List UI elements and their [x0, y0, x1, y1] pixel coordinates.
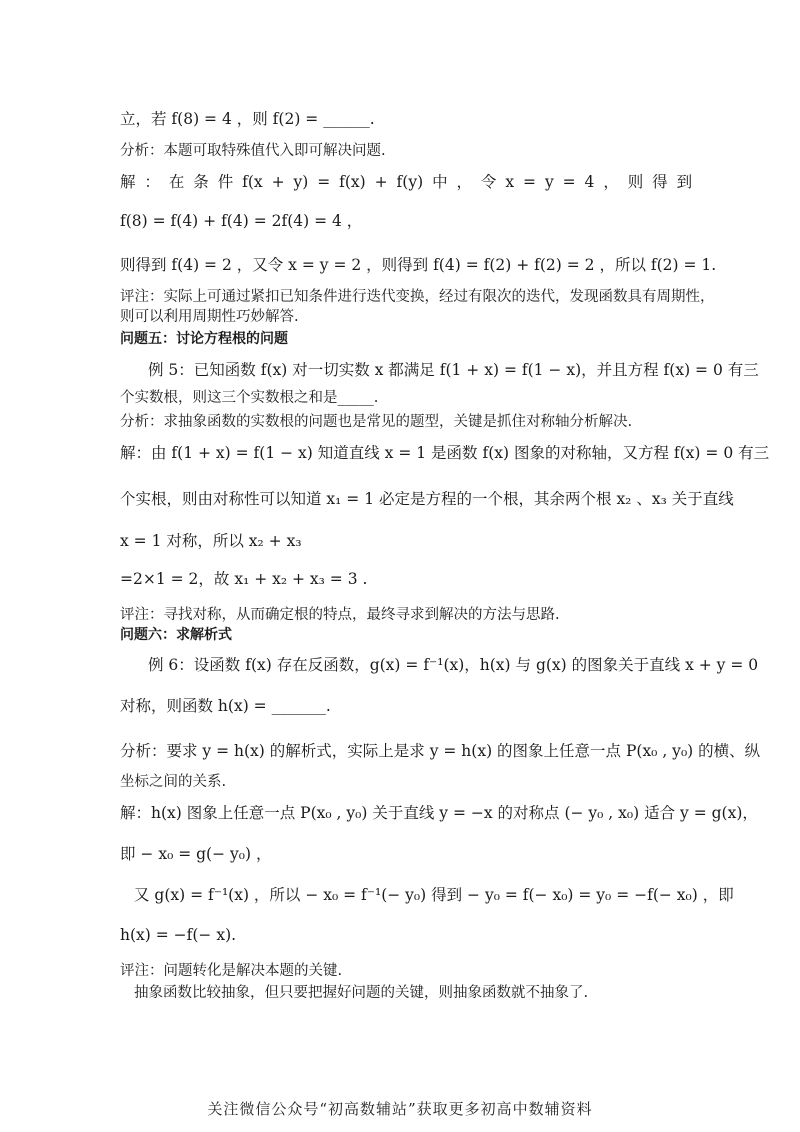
text-line: 抽象函数比较抽象，但只要把握好问题的关键，则抽象函数就不抽象了.: [134, 985, 589, 1001]
text-line: 评注：问题转化是解决本题的关键.: [120, 963, 343, 979]
text-line: 分析：本题可取特殊值代入即可解决问题.: [120, 143, 386, 159]
text-line: 解 ： 在 条 件 f(x + y) = f(x) + f(y) 中 ， 令 x = y = 4 ， 则 得 到: [120, 173, 693, 191]
text-line: 例 6：设函数 f(x) 存在反函数，g(x) = f⁻¹(x)，h(x) 与 g(x) 的图象关于直线 x + y = 0: [148, 656, 759, 674]
text-line: 解：由 f(1 + x) = f(1 − x) 知道直线 x = 1 是函数 f(x) 图象的对称轴，又方程 f(x) = 0 有三: [120, 444, 770, 462]
text-line: 则可以利用周期性巧妙解答.: [120, 309, 299, 325]
footer-note: 关注微信公众号“初高数辅站”获取更多初高中数辅资料: [207, 1100, 593, 1118]
text-line: 分析：要求 y = h(x) 的解析式，实际上是求 y = h(x) 的图象上任意一点 P(x₀ , y₀) 的横、纵: [120, 742, 761, 760]
text-line: 个实数根，则这三个实数根之和是_____.: [120, 390, 379, 406]
section-heading: 问题五：讨论方程根的问题: [120, 331, 288, 347]
text-line: 个实根，则由对称性可以知道 x₁ = 1 必定是方程的一个根，其余两个根 x₂ 、x₃ 关于直线: [120, 490, 734, 508]
text-line: 评注：寻找对称，从而确定根的特点，最终寻求到解决的方法与思路.: [120, 607, 560, 623]
text-line: 又 g(x) = f⁻¹(x) ，所以 − x₀ = f⁻¹(− y₀) 得到 − y₀ = f(− x₀) = y₀ = −f(− x₀) ，即: [134, 886, 734, 904]
text-line: 例 5：已知函数 f(x) 对一切实数 x 都满足 f(1 + x) = f(1 − x)，并且方程 f(x) = 0 有三: [148, 361, 759, 379]
text-line: 立，若 f(8) = 4 ，则 f(2) = ______.: [120, 110, 375, 128]
text-line: h(x) = −f(− x).: [120, 926, 237, 944]
text-line: x = 1 对称，所以 x₂ + x₃: [120, 532, 302, 550]
text-line: =2×1 = 2，故 x₁ + x₂ + x₃ = 3 .: [120, 570, 368, 588]
text-line: 对称，则函数 h(x) = _______.: [120, 697, 331, 715]
text-line: 则得到 f(4) = 2 ，又令 x = y = 2 ，则得到 f(4) = f(2) + f(2) = 2 ，所以 f(2) = 1.: [120, 256, 717, 274]
text-line: 解：h(x) 图象上任意一点 P(x₀ , y₀) 关于直线 y = −x 的对称点 (− y₀ , x₀) 适合 y = g(x)，: [120, 804, 758, 822]
section-heading: 问题六：求解析式: [120, 627, 232, 643]
text-line: 评注：实际上可通过紧扣已知条件进行迭代变换，经过有限次的迭代，发现函数具有周期性，: [120, 289, 715, 305]
text-line: 即 − x₀ = g(− y₀) ，: [120, 845, 272, 863]
text-line: 坐标之间的关系.: [120, 774, 227, 790]
text-line: 分析：求抽象函数的实数根的问题也是常见的题型，关键是抓住对称轴分析解决.: [120, 414, 633, 430]
text-line: f(8) = f(4) + f(4) = 2f(4) = 4 ，: [120, 212, 363, 230]
